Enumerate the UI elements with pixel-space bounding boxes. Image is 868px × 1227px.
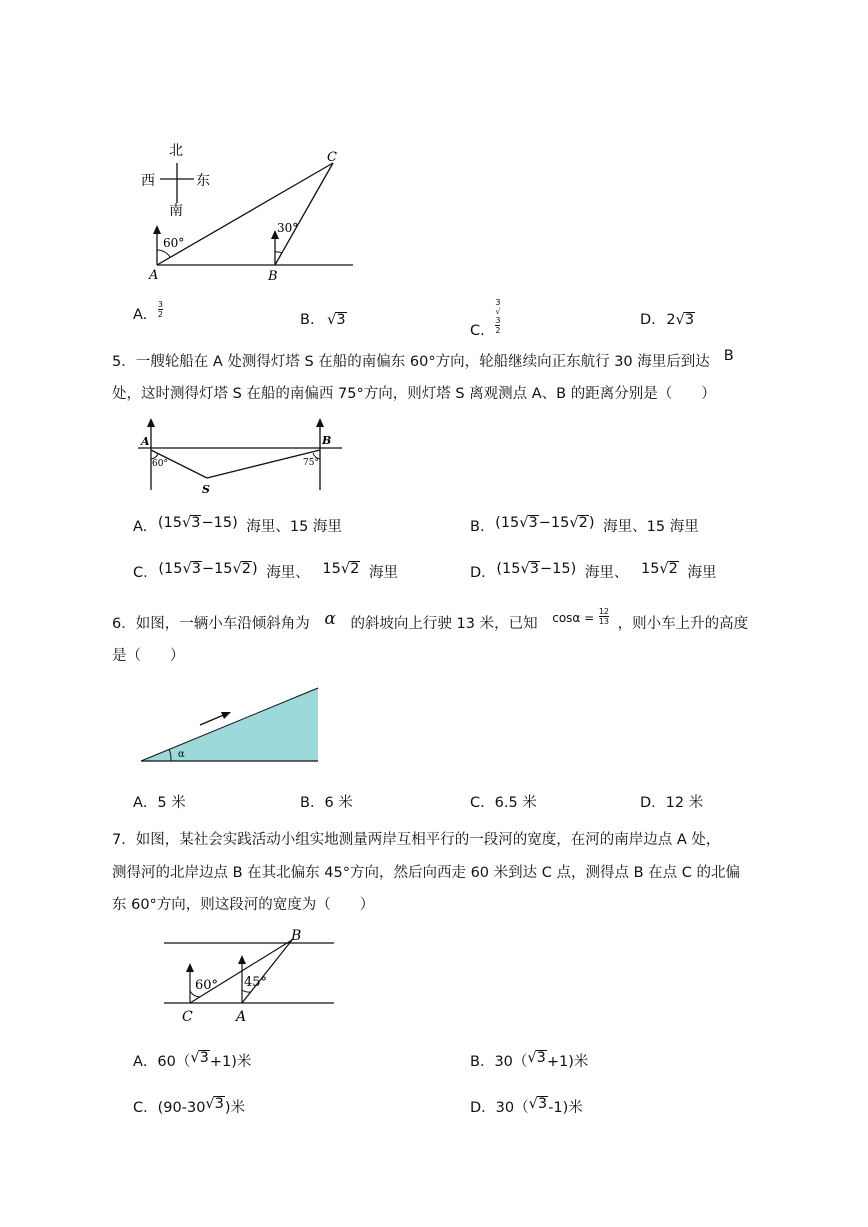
q7-stem-line2: 测得河的北岸边点 B 在其北偏东 45°方向，然后向西走 60 米到达 C 点，测得点 B 在点 C 的北偏 (112, 865, 740, 881)
q5-stem-line1: 5．一艘轮船在 A 处测得灯塔 S 在船的南偏东 60°方向，轮船继续向正东航行 30 海里后到达 B (112, 348, 734, 370)
q7-point-c: C (182, 1009, 193, 1025)
q4-point-b: B (268, 269, 278, 284)
q7-option-b: B．30（√3+1)米 (470, 1050, 589, 1070)
q5-option-b: B. (15√3−15√2) 海里、15 海里 (470, 515, 699, 535)
q6-stem-line2: 是（ ） (112, 648, 185, 664)
q5-point-s: S (202, 483, 210, 495)
q7-option-a: A．60（√3+1)米 (133, 1050, 252, 1070)
q5-point-a: A (141, 435, 150, 448)
q7-angle-c: 60° (195, 978, 219, 993)
q4-angle-b: 30° (277, 221, 299, 235)
q6-option-a: A．5 米 (133, 795, 186, 811)
q4-option-c: C. 3 √ 3 2 (470, 298, 501, 339)
q4-figure (135, 135, 360, 285)
q6-option-b: B．6 米 (300, 795, 353, 811)
q5-option-a: A. (15√3−15) 海里、15 海里 (133, 515, 342, 535)
q7-option-d: D．30（√3-1)米 (470, 1096, 583, 1116)
q5-stem-line2: 处，这时测得灯塔 S 在船的南偏西 75°方向，则灯塔 S 离观测点 A、B 的距离分别是（ ） (112, 386, 716, 402)
compass-west: 西 (141, 173, 155, 189)
q4-angle-a: 60° (163, 236, 185, 250)
q7-option-c: C．(90-30√3)米 (133, 1096, 246, 1116)
q6-angle: α (178, 749, 185, 760)
q6-stem-line1: 6．如图，一辆小车沿倾斜角为 α 的斜坡向上行驶 13 米，已知 $^{cos\alpha =}$ $\frac{12}{13}$ ，则小车上升的高度 (112, 606, 749, 632)
q5-point-b: B (322, 434, 332, 447)
q4-option-a: A. $\frac{3}{2}$ (133, 300, 163, 323)
q4-option-d: D. 2√3 (640, 312, 695, 328)
q6-option-d: D．12 米 (640, 795, 704, 811)
q7-stem-line3: 东 60°方向，则这段河的宽度为（ ） (112, 897, 375, 913)
q4-point-c: C (327, 150, 337, 165)
q6-figure (138, 683, 323, 768)
q4-point-a: A (149, 268, 159, 283)
q6-option-c: C．6.5 米 (470, 795, 537, 811)
q5-figure (130, 415, 345, 495)
q5-option-d: D. (15√3−15) 海里、 15√2 海里 (470, 561, 717, 581)
compass-south: 南 (169, 203, 183, 219)
q7-point-a: A (236, 1009, 247, 1025)
q7-stem-line1: 7．如图，某社会实践活动小组实地测量两岸互相平行的一段河的宽度，在河的南岸边点 A 处， (112, 832, 721, 848)
compass-east: 东 (196, 173, 210, 189)
compass-north: 北 (169, 143, 183, 159)
q7-angle-a: 45° (244, 975, 268, 990)
q7-figure (158, 928, 338, 1028)
q5-angle-b: 75° (303, 458, 319, 468)
q4-option-b: B. √3 (300, 312, 346, 328)
q5-angle-a: 60° (152, 459, 168, 469)
q7-point-b: B (291, 928, 302, 944)
q5-option-c: C. (15√3−15√2) 海里、 15√2 海里 (133, 561, 398, 581)
